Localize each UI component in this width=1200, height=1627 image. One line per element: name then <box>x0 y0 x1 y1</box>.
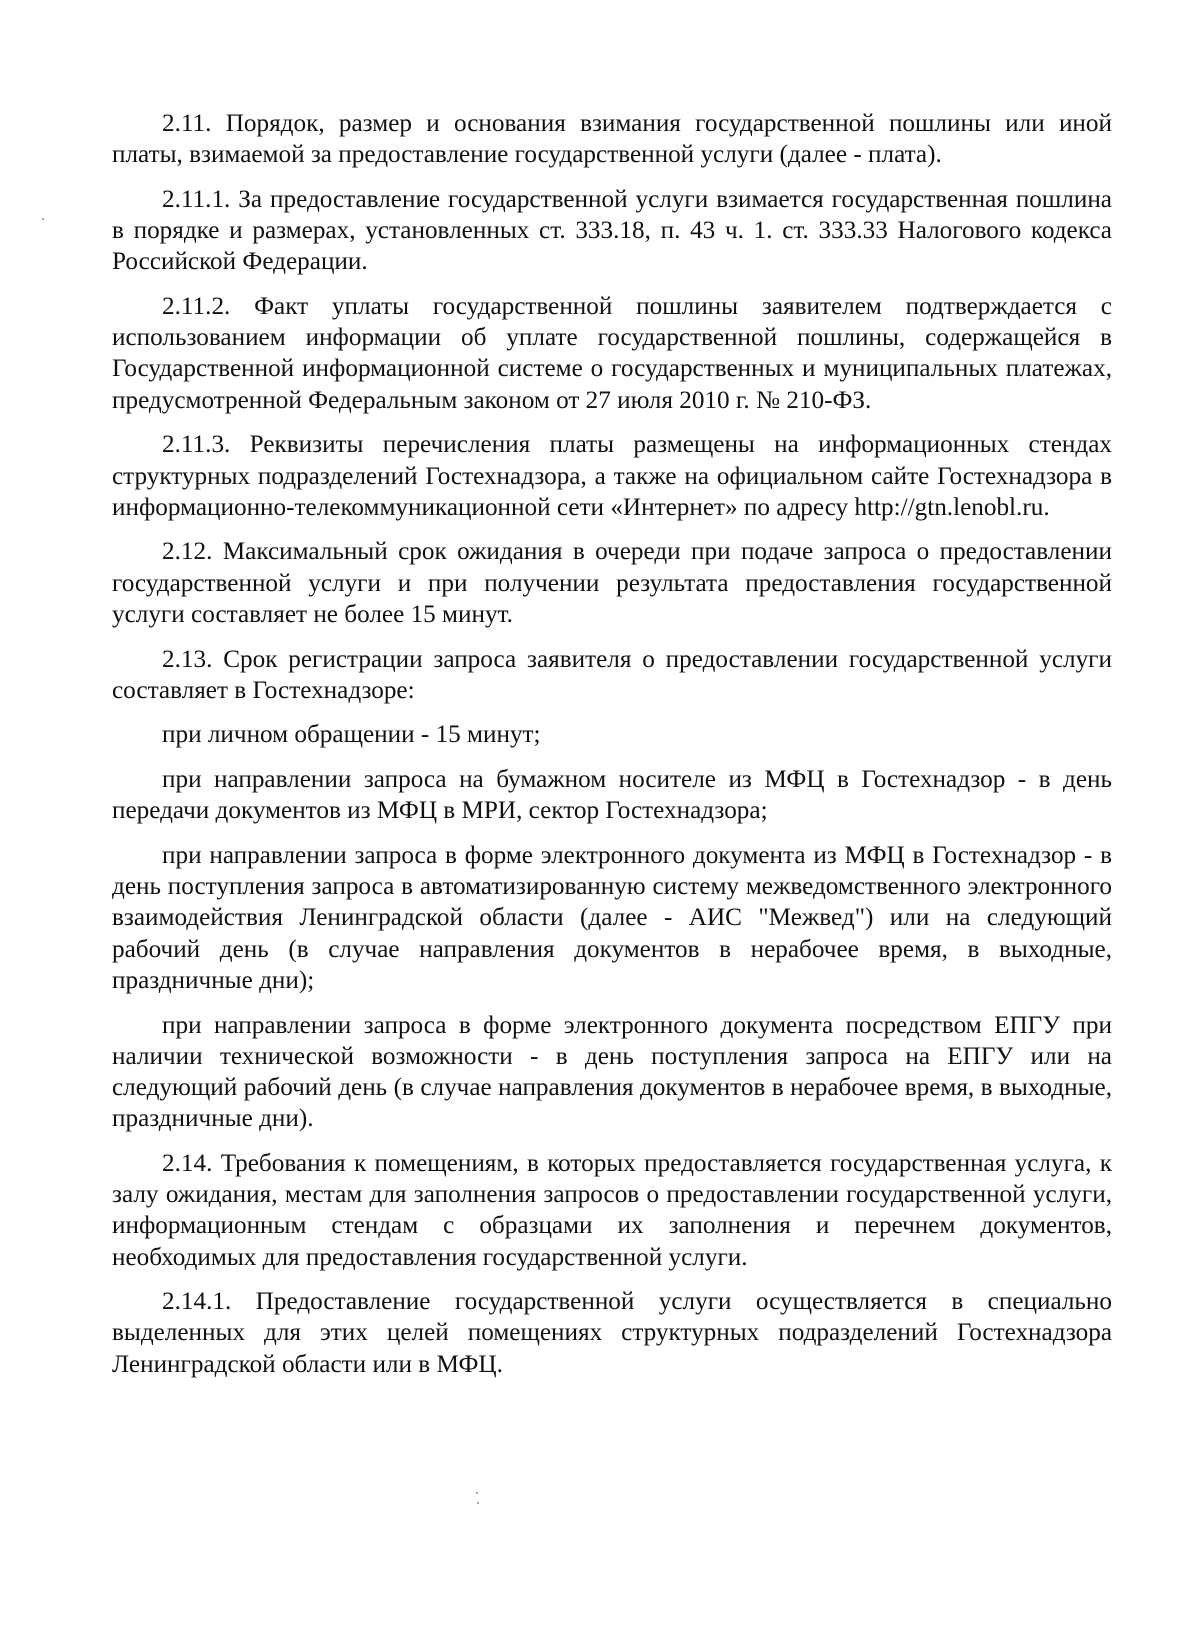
scan-speck <box>42 218 44 220</box>
paragraph-2-11-1: 2.11.1. За предоставление государственной услуги взимается государственная пошлина в порядке и размерах, установленных ст. 333.18, п. 43 ч. 1. ст. 333.33 Налогового кодекса Российской Федерации. <box>112 185 1112 276</box>
paragraph-electronic-epgu: при направлении запроса в форме электронного документа посредством ЕПГУ при наличии технической возможности - в день поступления запроса на ЕПГУ или на следующий рабочий день (в случае направления документов в нерабочее время, в выходные, праздничные дни). <box>112 1011 1112 1133</box>
paragraph-2-11-2: 2.11.2. Факт уплаты государственной пошлины заявителем подтверждается с использованием информации об уплате государственной пошлины, содержащейся в Государственной информационной системе о государственных и муниципальных платежах, предусмотренной Федеральным законом от 27 июля 2010 г. № 210-ФЗ. <box>112 293 1112 414</box>
paragraph-2-12: 2.12. Максимальный срок ожидания в очереди при подаче запроса о предоставлении государственной услуги и при получении результата предоставления государственной услуги составляет не более 15 минут. <box>112 538 1112 628</box>
document-page <box>112 108 1112 1393</box>
scan-speck <box>477 1502 479 1504</box>
paragraph-paper-request: при направлении запроса на бумажном носителе из МФЦ в Гостехнадзор - в день передачи документов из МФЦ в МРИ, сектор Гостехнадзора; <box>112 766 1112 825</box>
paragraph-2-11-3: 2.11.3. Реквизиты перечисления платы размещены на информационных стендах структурных подразделений Гостехнадзора, а также на официальном сайте Гостехнадзора в информационно-телекоммуникационной сети «Интернет» по адресу http://gtn.lenobl.ru. <box>112 431 1112 521</box>
paragraph-2-13: 2.13. Срок регистрации запроса заявителя о предоставлении государственной услуги составляет в Гостехнадзоре: <box>112 645 1112 704</box>
paragraph-2-14-1: 2.14.1. Предоставление государственной услуги осуществляется в специально выделенных для этих целей помещениях структурных подразделений Гостехнадзора Ленинградской области или в МФЦ. <box>112 1288 1112 1378</box>
scan-speck <box>476 1492 478 1494</box>
paragraph-2-14: 2.14. Требования к помещениям, в которых предоставляется государственная услуга, к залу ожидания, местам для заполнения запросов о предоставлении государственной услуги, информационным стендам с образцами их заполнения и перечнем документов, необходимых для предоставления государственной услуги. <box>112 1149 1112 1271</box>
paragraph-electronic-mfc: при направлении запроса в форме электронного документа из МФЦ в Гостехнадзор - в день поступления запроса в автоматизированную систему межведомственного электронного взаимодействия Ленинградской области (далее - АИС "Межвед") или на следующий рабочий день (в случае направления документов в нерабочее время, в выходные, праздничные дни); <box>112 842 1112 994</box>
paragraph-2-11: 2.11. Порядок, размер и основания взимания государственной пошлины или иной платы, взимаемой за предоставление государственной услуги (далее - плата). <box>112 110 1112 169</box>
paragraph-personal-visit: при личном обращении - 15 минут; <box>162 721 541 749</box>
